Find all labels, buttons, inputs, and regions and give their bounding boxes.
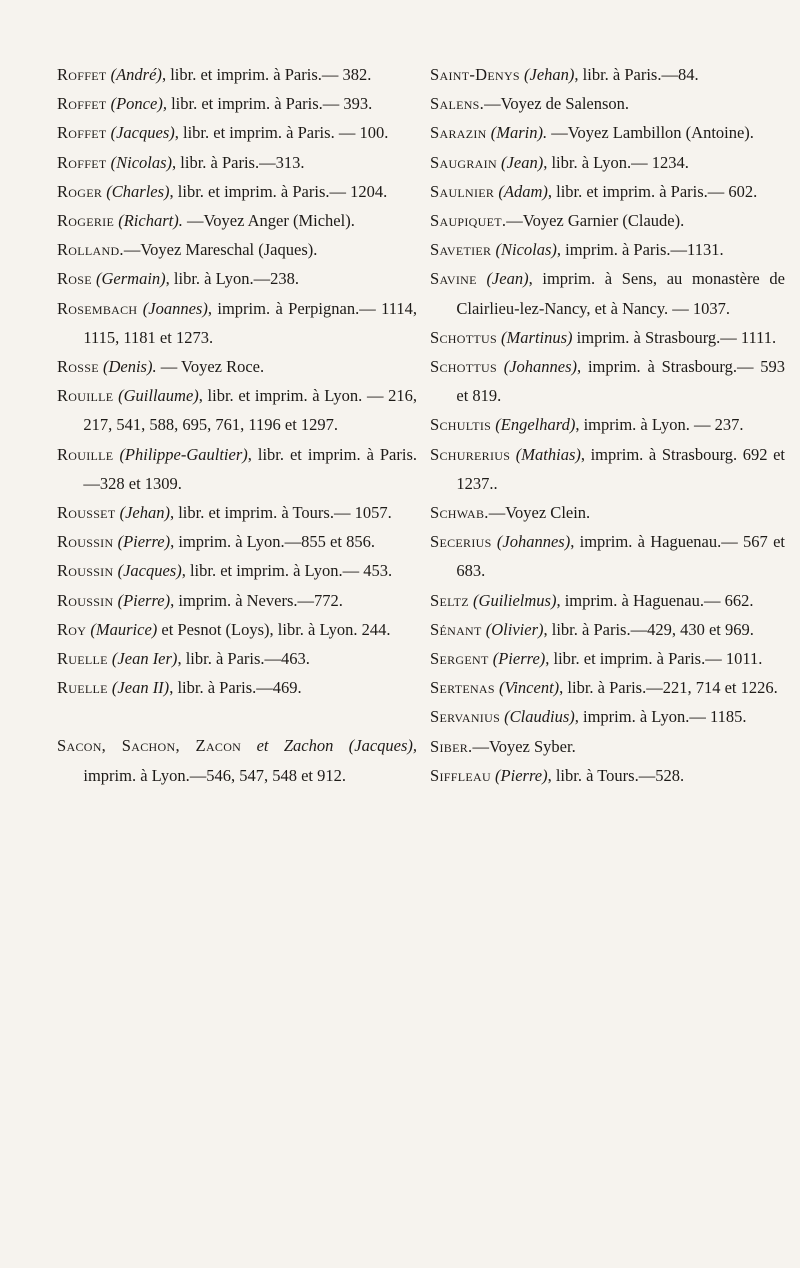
- entry-surname: Roffet: [57, 94, 107, 114]
- entry-surname: Savine: [430, 269, 477, 289]
- index-entry: [57, 177, 417, 206]
- entry-given-name: (Olivier): [485, 619, 544, 639]
- entry-text: et Pesnot (Loys), libr. à Lyon. 244.: [157, 619, 391, 639]
- entry-surname: Servanius: [430, 707, 501, 727]
- entry-text: imprim. à Strasbourg.— 1111.: [572, 327, 777, 347]
- entry-given-name: (Jehan): [119, 503, 170, 523]
- index-entry: [57, 206, 417, 235]
- entry-given-name: (Denis).: [102, 357, 157, 377]
- entry-given-name: (Marin).: [490, 123, 548, 143]
- entry-text: , libr. à Paris.—469.: [169, 678, 302, 698]
- entry-given-name: (André): [110, 65, 162, 84]
- entry-surname: Roffet: [57, 152, 107, 172]
- index-entry: [57, 556, 417, 585]
- entry-text: , imprim. à Strasbourg.— 593 et 819.: [456, 357, 785, 406]
- index-entry: [57, 586, 417, 615]
- entry-text: , libr. et imprim. à Paris.— 382.: [161, 65, 372, 84]
- entry-surname: Saugrain: [430, 152, 497, 172]
- index-entry: [430, 615, 785, 644]
- entry-surname: Ruelle: [57, 678, 108, 698]
- entry-given-name: (Martinus): [501, 327, 573, 347]
- index-entry: [430, 732, 785, 761]
- entry-given-name: (Pierre): [117, 532, 171, 552]
- entry-text: , libr. à Lyon.— 1234.: [543, 152, 689, 172]
- entry-text: , libr. et imprim. à Paris.—328 et 1309.: [83, 444, 418, 493]
- entry-surname: Rosse: [57, 357, 99, 377]
- index-entry: [57, 440, 417, 498]
- entry-text: , imprim. à Paris.—1131.: [556, 240, 724, 260]
- entry-given-name: (Ponce),: [110, 94, 167, 114]
- entry-given-name: (Pierre): [117, 590, 171, 610]
- entry-given-name: (Guilielmus): [473, 590, 557, 610]
- entry-text: , imprim. à Perpignan.— 1114, 1115, 1181 et 1273.: [83, 298, 417, 347]
- entry-text: , libr. à Paris.—463.: [177, 649, 310, 669]
- entry-given-name: (Maurice): [90, 619, 158, 639]
- index-entry: [430, 673, 785, 702]
- entry-text: —Voyez Anger (Michel).: [182, 211, 355, 231]
- entry-given-name: (Nicolas): [495, 240, 557, 260]
- entry-surname: Schurerius: [430, 444, 511, 464]
- entry-surname: Schottus: [430, 327, 497, 347]
- left-column: [57, 60, 417, 790]
- entry-given-name: (Claudius): [504, 707, 575, 727]
- index-entry: [57, 615, 417, 644]
- index-entry: [430, 644, 785, 673]
- index-entry: [430, 410, 785, 439]
- entry-surname: Sacon, Sachon, Zacon: [57, 736, 242, 756]
- index-entry: [430, 440, 785, 498]
- entry-given-name: (Germain): [96, 269, 166, 289]
- index-entry: [430, 89, 785, 118]
- entry-given-name: (Jean): [501, 152, 544, 172]
- entry-given-name: (Nicolas): [110, 152, 173, 172]
- entry-text: — Voyez Roce.: [156, 357, 265, 377]
- entry-surname: Sergent: [430, 649, 489, 669]
- entry-given-name: (Jean II): [111, 678, 170, 698]
- entry-text: , libr. à Paris.—221, 714 et 1226.: [559, 678, 778, 698]
- entry-surname: Rose: [57, 269, 92, 289]
- entry-surname: Rousset: [57, 503, 116, 523]
- index-entry: [430, 264, 785, 322]
- index-entry: [430, 148, 785, 177]
- entry-given-name: (Engelhard): [495, 415, 576, 435]
- entry-text: —Voyez Lambillon (Antoine).: [547, 123, 754, 143]
- index-entry: [430, 235, 785, 264]
- index-entry: [57, 527, 417, 556]
- index-entry: [57, 381, 417, 439]
- entry-surname: Roffet: [57, 123, 107, 143]
- entry-text: —Voyez de Salenson.: [484, 94, 630, 114]
- entry-surname: Rosembach: [57, 298, 138, 318]
- index-entry: [57, 673, 417, 702]
- index-entry: [57, 294, 417, 352]
- entry-surname: Siber.: [430, 736, 473, 756]
- index-entry: [57, 89, 417, 118]
- entry-given-name: (Jean Ier): [111, 649, 178, 669]
- entry-surname: Schottus: [430, 357, 497, 377]
- right-column: [430, 60, 785, 790]
- entry-text: , libr. et imprim. à Lyon.— 453.: [181, 561, 393, 581]
- entry-text: , imprim. à Lyon. — 237.: [575, 415, 744, 435]
- index-entry: [57, 235, 417, 264]
- entry-surname: Rolland.: [57, 240, 124, 260]
- entry-surname: Rogerie: [57, 211, 115, 231]
- entry-surname: Sarazin: [430, 123, 487, 143]
- index-entry: [57, 148, 417, 177]
- index-entry: [57, 118, 417, 147]
- entry-text: —Voyez Clein.: [488, 503, 591, 523]
- entry-surname: Salens.: [430, 94, 485, 114]
- index-entry: [57, 644, 417, 673]
- index-entry: [57, 60, 417, 89]
- entry-surname: Roussin: [57, 561, 114, 581]
- entry-text: , imprim. à Lyon.— 1185.: [574, 707, 747, 727]
- entry-surname: Saulnier: [430, 181, 495, 201]
- entry-given-name: (Vincent): [498, 678, 560, 698]
- entry-text: , libr. et imprim. à Paris.— 1011.: [545, 649, 763, 669]
- entry-surname: Siffleau: [430, 765, 491, 785]
- entry-surname: Roussin: [57, 590, 114, 610]
- entry-surname: Rouille: [57, 386, 114, 406]
- entry-given-name: (Adam): [498, 181, 548, 201]
- entry-surname: Sénant: [430, 619, 482, 639]
- entry-text: , imprim. à Sens, au monastère de Clairlieu-lez-Nancy, et à Nancy. — 1037.: [456, 269, 785, 318]
- entry-given-name: (Johannes): [503, 357, 578, 377]
- entry-given-name: (Joannes): [142, 298, 208, 318]
- index-entry: [57, 731, 417, 789]
- entry-surname: Saint-Denys: [430, 65, 520, 84]
- entry-text: , libr. et imprim. à Paris. — 100.: [174, 123, 389, 143]
- entry-text: , libr. à Paris.—313.: [172, 152, 305, 172]
- entry-text: , imprim. à Strasbourg. 692 et 1237..: [456, 444, 786, 493]
- entry-surname: Seltz: [430, 590, 469, 610]
- entry-text: , imprim. à Nevers.—772.: [170, 590, 343, 610]
- entry-given-name: (Mathias): [515, 444, 581, 464]
- entry-surname: Secerius: [430, 532, 492, 552]
- index-entry: [430, 177, 785, 206]
- entry-text: , imprim. à Haguenau.— 662.: [556, 590, 754, 610]
- entry-given-name: (Jacques): [110, 123, 175, 143]
- entry-given-name: (Jehan): [524, 65, 575, 84]
- entry-given-name: (Charles): [106, 181, 170, 201]
- entry-text: , libr. et imprim. à Tours.— 1057.: [169, 503, 392, 523]
- entry-given-name: (Guillaume): [118, 386, 199, 406]
- entry-text: , libr. à Paris.—429, 430 et 969.: [543, 619, 754, 639]
- entry-surname: Schwab.: [430, 503, 489, 523]
- entry-text: , imprim. à Haguenau.— 567 et 683.: [456, 532, 785, 581]
- entry-surname: Savetier: [430, 240, 492, 260]
- entry-text: , libr. à Lyon.—238.: [165, 269, 300, 289]
- entry-surname: Roy: [57, 619, 87, 639]
- entry-text: libr. et imprim. à Paris.— 393.: [166, 94, 373, 114]
- entry-text: , libr. et imprim. à Paris.— 602.: [547, 181, 758, 201]
- entry-given-name: (Philippe-Gaultier): [119, 444, 248, 464]
- index-entry: [430, 352, 785, 410]
- entry-surname: Roussin: [57, 532, 114, 552]
- index-entry: [57, 498, 417, 527]
- entry-text: , libr. à Tours.—528.: [547, 765, 685, 785]
- entry-given-name: (Jacques): [117, 561, 182, 581]
- entry-surname: Sertenas: [430, 678, 495, 698]
- entry-text: —Voyez Syber.: [472, 736, 576, 756]
- entry-surname: Roger: [57, 181, 103, 201]
- index-entry: [430, 323, 785, 352]
- entry-surname: Saupiquet.: [430, 211, 507, 231]
- entry-text: —Voyez Garnier (Claude).: [506, 211, 685, 231]
- entry-text: , imprim. à Lyon.—855 et 856.: [170, 532, 375, 552]
- entry-text: , libr. et imprim. à Paris.— 1204.: [169, 181, 388, 201]
- index-entry: [430, 498, 785, 527]
- entry-surname: Roffet: [57, 65, 107, 84]
- entry-text: , libr. à Paris.—84.: [574, 65, 699, 84]
- index-entry: [430, 586, 785, 615]
- entry-text: imprim. à Lyon.—546, 547, 548 et 912.: [83, 765, 346, 785]
- entry-given-name: (Johannes): [496, 532, 571, 552]
- index-entry: [430, 702, 785, 731]
- index-entry: [430, 118, 785, 147]
- index-entry: [430, 206, 785, 235]
- entry-text: , libr. et imprim. à Lyon. — 216, 217, 541, 588, 695, 761, 1196 et 1297.: [83, 386, 418, 435]
- index-entry: [57, 352, 417, 381]
- entry-given-name: (Pierre): [492, 649, 546, 669]
- entry-given-name: et Zachon (Jacques),: [256, 736, 418, 756]
- entry-surname: Schultis: [430, 415, 492, 435]
- entry-text: —Voyez Mareschal (Jaques).: [123, 240, 318, 260]
- entry-surname: Rouille: [57, 444, 114, 464]
- entry-given-name: (Richart).: [118, 211, 183, 231]
- index-entry: [430, 60, 785, 89]
- entry-given-name: (Pierre): [495, 765, 548, 785]
- index-entry: [430, 761, 785, 790]
- index-entry: [57, 264, 417, 293]
- entry-given-name: (Jean): [486, 269, 529, 289]
- index-entry: [430, 527, 785, 585]
- entry-surname: Ruelle: [57, 649, 108, 669]
